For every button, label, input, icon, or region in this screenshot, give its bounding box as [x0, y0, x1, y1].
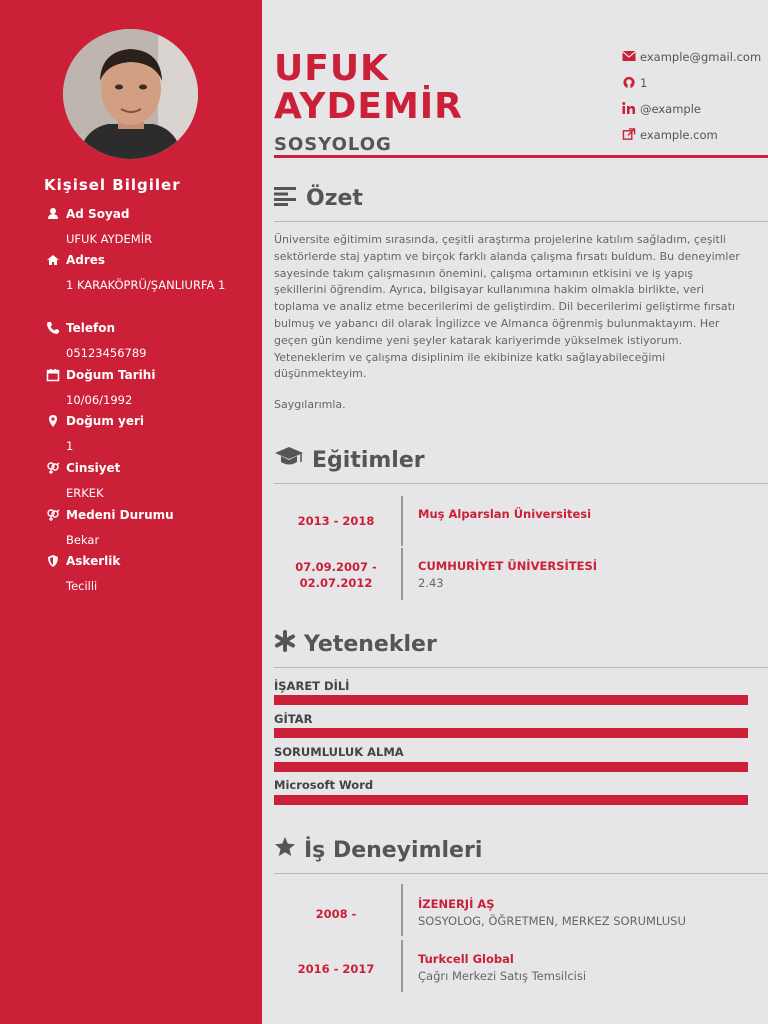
- gender-icon: [46, 461, 60, 475]
- skill-bar: [274, 795, 748, 805]
- info-gender: [46, 461, 256, 501]
- experience-company: İZENERJİ AŞ: [418, 897, 495, 911]
- info-value: UFUK AYDEMİR: [66, 232, 153, 246]
- info-label: Doğum yeri: [66, 414, 145, 428]
- info-military: [46, 554, 256, 594]
- education-school: CUMHURİYET ÜNİVERSİTESİ: [418, 559, 598, 573]
- info-phone: [46, 321, 256, 361]
- website-text[interactable]: example.com: [640, 128, 718, 142]
- home-icon: [46, 253, 60, 267]
- graduation-cap-icon: [274, 444, 304, 468]
- info-label: Doğum Tarihi: [66, 368, 156, 382]
- skill-name: Microsoft Word: [274, 778, 374, 792]
- summary-text: Üniversite eğitimim sırasında, çeşitli araştırma projelerine katılım sağladım, çeşitli sektörlerde staj yaptım ve birçok farklı alanda çalışma fırsatı buldum. Bu deneyimler sayesinde takım çalışmasının önemini, çalışma ortamının etkisini ve iş yapış şekillerini öğrendim. Ayrıca, bilgisayar kullanımına hakim olmakla birlikte, veri toplama ve analiz etme becerilerimi de geliştirdim. Dil becerilerimi geliştirme fırsatı bulmuş ve yabancı dil olarak İngilizce ve Almanca öğrenmiş bulunmaktayım. Her geçen gün kendime yeni şeyler katarak kariyerimde yükselmek istiyorum. Yeteneklerim ve çalışma disiplinim ile ekibinize katkı sağlayabileceğimi düşünmekteyim.: [274, 233, 740, 381]
- skills-title: Yetenekler: [304, 632, 437, 657]
- info-label: Cinsiyet: [66, 461, 121, 475]
- name-line-2: AYDEMİR: [274, 86, 463, 127]
- info-value: 1: [66, 439, 74, 453]
- info-full-name: [46, 207, 256, 247]
- experience-date: 2008 -: [315, 907, 357, 921]
- linkedin-text[interactable]: @example: [640, 102, 701, 116]
- skill-name: GİTAR: [274, 712, 313, 726]
- skill-bar: [274, 695, 748, 705]
- info-value: 1 KARAKÖPRÜ/ŞANLIURFA 1: [66, 278, 226, 292]
- email-text[interactable]: example@gmail.com: [640, 50, 762, 64]
- experience-position: Çağrı Merkezi Satış Temsilcisi: [418, 969, 587, 983]
- external-link-icon: [622, 128, 636, 141]
- skill-level-fill: [274, 762, 748, 772]
- timeline-line: [401, 496, 403, 546]
- education-header: [274, 444, 768, 484]
- summary-closing: Saygılarımla.: [274, 398, 346, 411]
- person-role: SOSYOLOG: [274, 134, 392, 155]
- skill-name: İŞARET DİLİ: [274, 679, 350, 693]
- info-value: ERKEK: [66, 486, 104, 500]
- skill-bar: [274, 728, 748, 738]
- info-address: [46, 253, 256, 313]
- info-birth-place: [46, 414, 256, 454]
- gender-icon: [46, 508, 60, 522]
- info-value: Bekar: [66, 533, 100, 547]
- shield-icon: [46, 554, 60, 568]
- timeline-line: [401, 884, 403, 936]
- skill-level-fill: [274, 795, 748, 805]
- info-label: Adres: [66, 253, 106, 267]
- info-value: 05123456789: [66, 346, 147, 360]
- info-label: Askerlik: [66, 554, 121, 568]
- github-text[interactable]: 1: [640, 76, 648, 90]
- info-value: 10/06/1992: [66, 393, 133, 407]
- info-label: Telefon: [66, 321, 115, 335]
- skills-header: [274, 628, 768, 668]
- info-marital-status: [46, 508, 256, 548]
- person-name: [274, 50, 463, 126]
- skill-level-fill: [274, 695, 748, 705]
- education-date-start: 07.09.2007 -: [295, 560, 377, 574]
- summary-title: Özet: [306, 186, 363, 211]
- star-icon: [274, 836, 296, 858]
- map-pin-icon: [46, 414, 60, 428]
- experience-position: SOSYOLOG, ÖĞRETMEN, MERKEZ SORUMLUSU: [418, 914, 686, 928]
- skill-level-fill: [274, 728, 748, 738]
- align-left-icon: [274, 186, 296, 206]
- skill-name: SORUMLULUK ALMA: [274, 745, 404, 759]
- education-date: 2013 - 2018: [297, 514, 375, 528]
- profile-photo: [63, 29, 198, 159]
- asterisk-icon: [274, 630, 296, 652]
- info-label: Ad Soyad: [66, 207, 130, 221]
- summary-header: [274, 182, 768, 222]
- experience-title: İş Deneyimleri: [304, 838, 483, 863]
- timeline-line: [401, 548, 403, 600]
- sidebar: [0, 0, 262, 1024]
- experience-company: Turkcell Global: [418, 952, 514, 966]
- name-line-1: UFUK: [274, 48, 389, 89]
- education-detail: 2.43: [418, 576, 444, 590]
- skill-bar: [274, 762, 748, 772]
- main-content: [262, 0, 768, 1024]
- personal-info-title: Kişisel Bilgiler: [44, 176, 181, 194]
- phone-icon: [46, 321, 60, 335]
- github-icon: [622, 76, 636, 89]
- info-label: Medeni Durumu: [66, 508, 174, 522]
- user-icon: [46, 207, 60, 221]
- education-date: [274, 559, 398, 591]
- envelope-icon: [622, 50, 636, 62]
- timeline-line: [401, 940, 403, 992]
- info-birth-date: [46, 368, 256, 408]
- education-school: Muş Alparslan Üniversitesi: [418, 507, 592, 521]
- experience-date: 2016 - 2017: [297, 962, 375, 976]
- education-title: Eğitimler: [312, 448, 425, 473]
- linkedin-icon: [622, 102, 636, 114]
- header-divider: [274, 155, 768, 158]
- education-date-end: 02.07.2012: [299, 576, 373, 590]
- calendar-icon: [46, 368, 60, 382]
- experience-header: [274, 834, 768, 874]
- info-value: Tecilli: [66, 579, 98, 593]
